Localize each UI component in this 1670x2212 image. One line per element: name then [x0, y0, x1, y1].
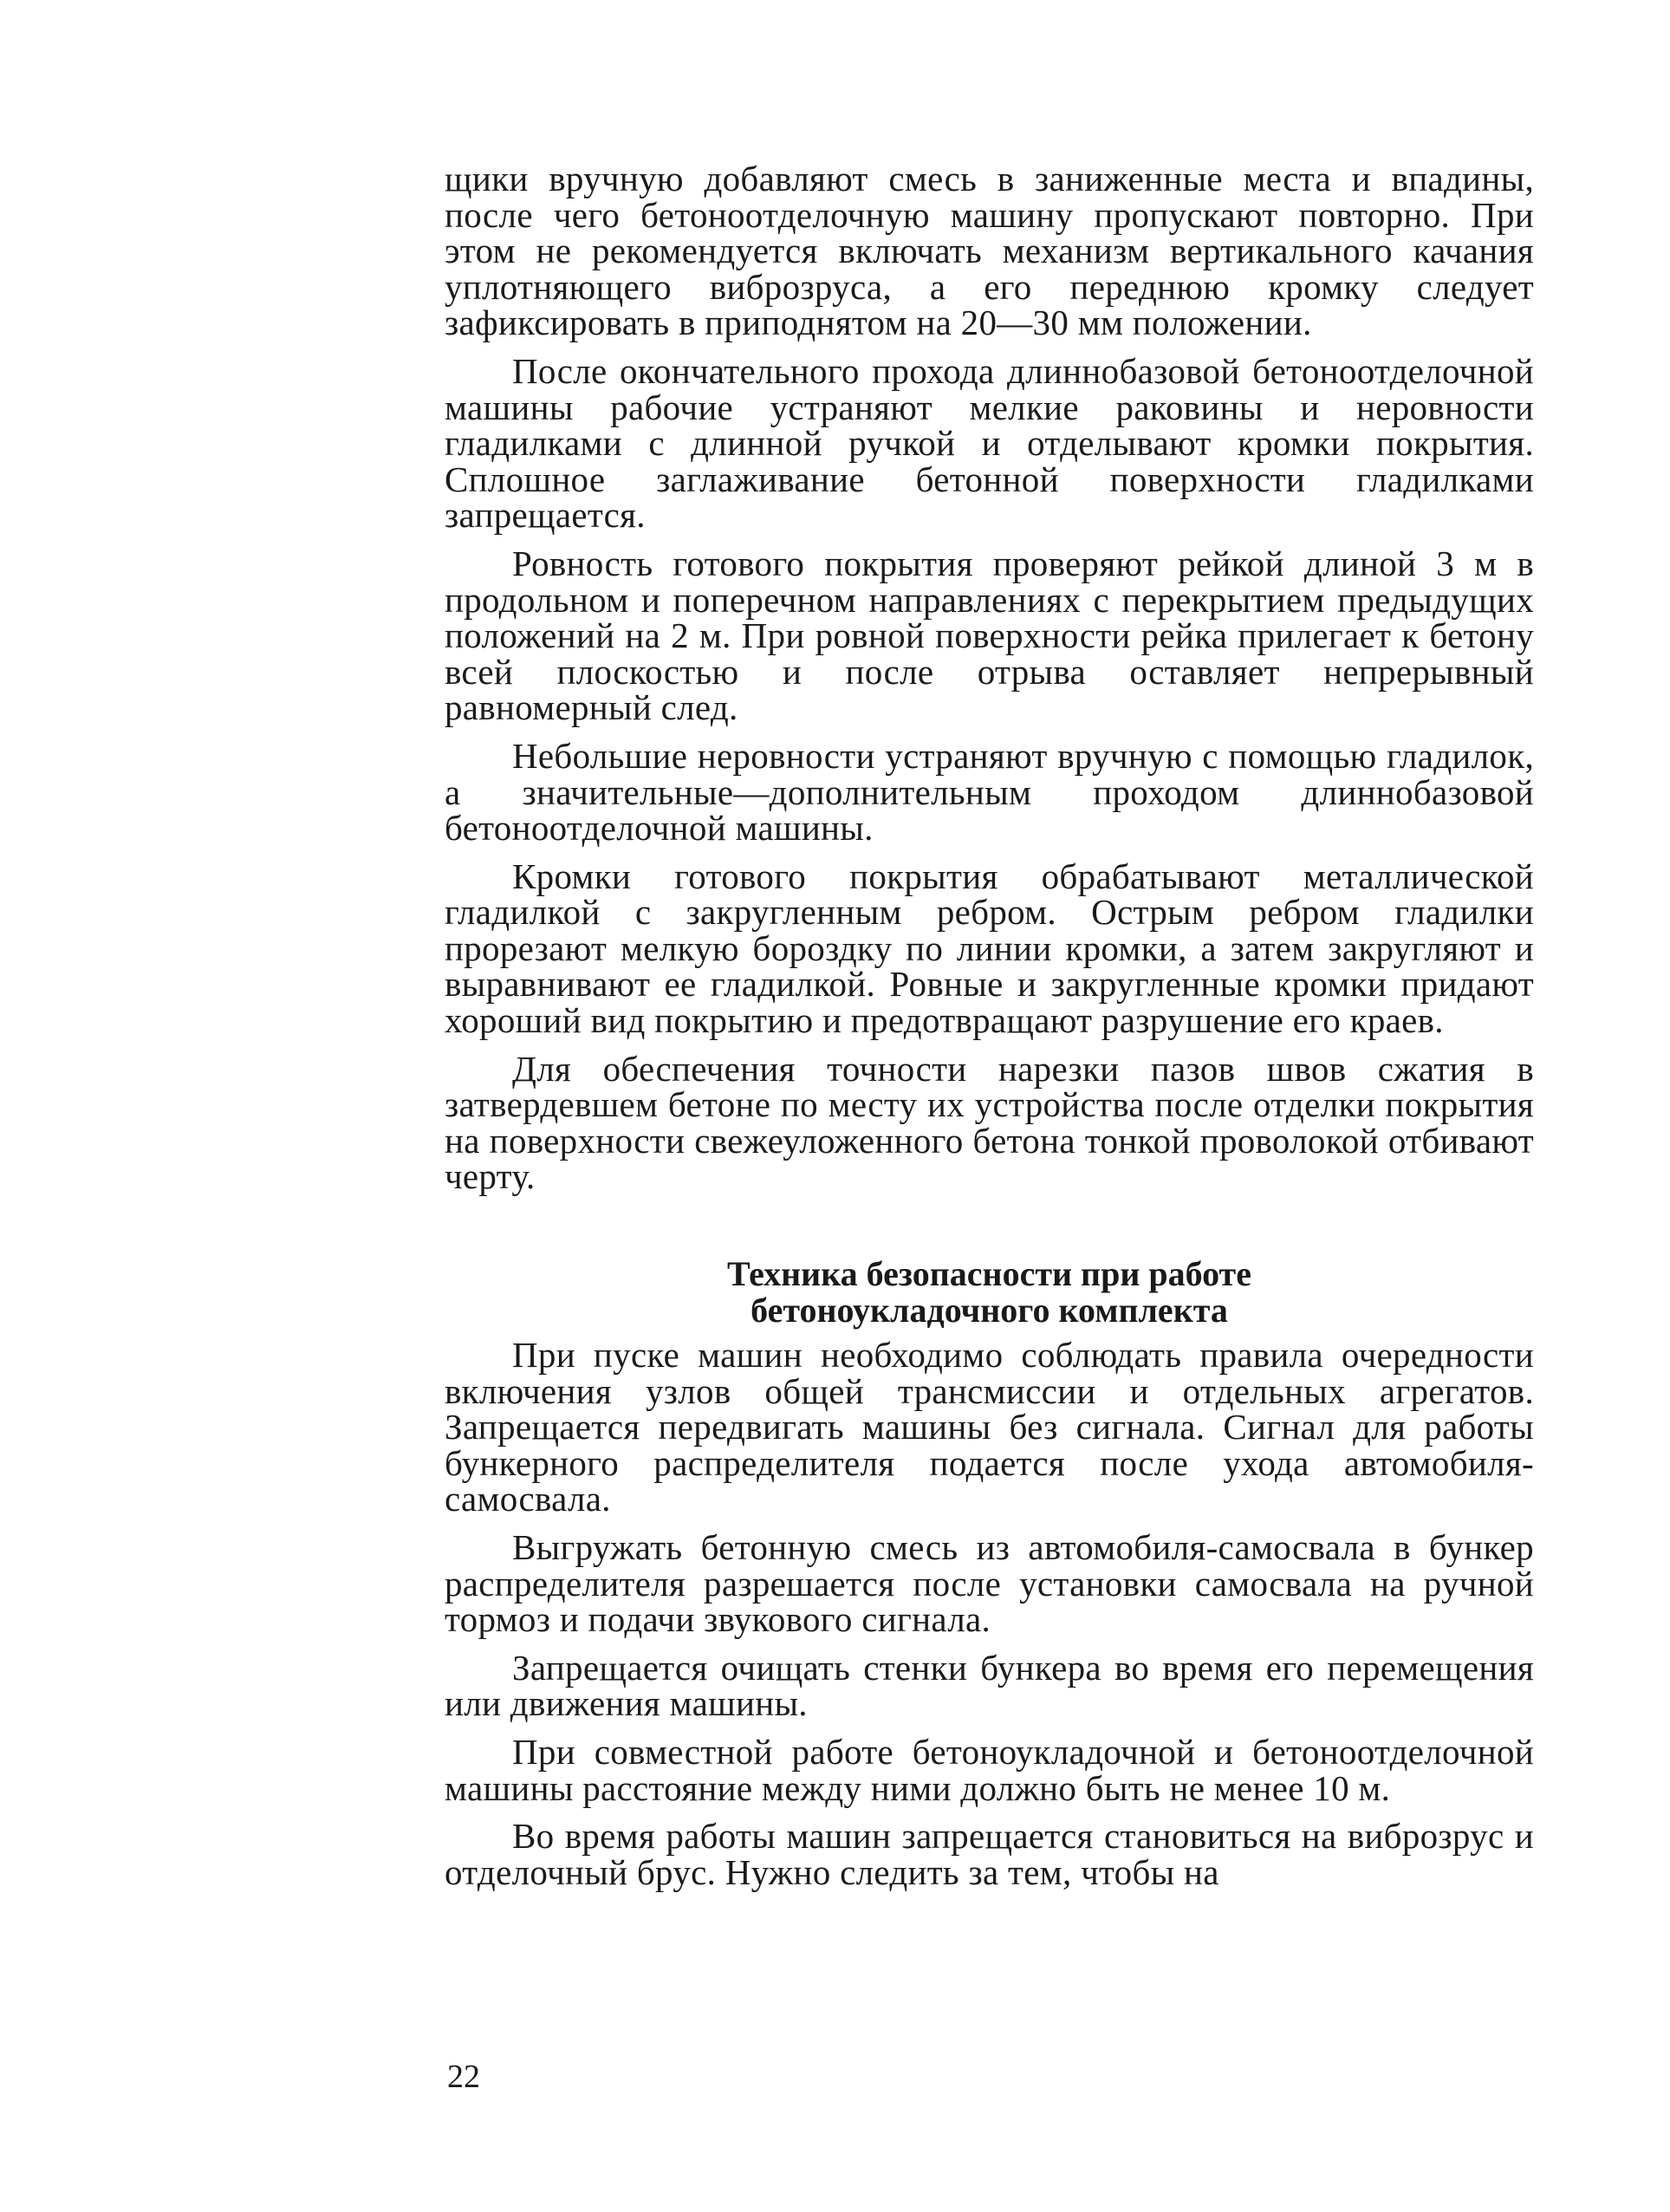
paragraph-edges: Кромки готового покрытия обрабатывают металлической гладилкой с закругленным ребром. Острым ребром гладилки прорезают мелкую бороздку по линии кромки, а затем закругляют и выравнивают ее гладилкой. Ровные и закругленные кромки придают хороший вид покрытию и предотвращают разрушение его краев. [445, 856, 1534, 1041]
section-heading-line-1: Техника безопасности при работе [727, 1254, 1251, 1294]
text-column [445, 161, 1534, 1890]
paragraph-small-defects: Небольшие неровности устраняют вручную с помощью гладилок, а значительные—дополнительным проходом длиннобазовой бетоноотделочной машины. [445, 735, 1534, 849]
paragraph-operation-safety: Во время работы машин запрещается становиться на виброзрус и отделочный брус. Нужно следить за тем, чтобы на [445, 1816, 1534, 1892]
section-heading [445, 1256, 1534, 1329]
paragraph-joint-marking: Для обеспечения точности нарезки пазов швов сжатия в затвердевшем бетоне по месту их устройства после отделки покрытия на поверхности свежеуложенного бетона тонкой проволокой отбивают черту. [445, 1048, 1534, 1197]
paragraph-bunker-cleaning: Запрещается очищать стенки бункера во время его перемещения или движения машины. [445, 1647, 1534, 1724]
paragraph-unloading: Выгружать бетонную смесь из автомобиля-самосвала в бункер распределителя разрешается после установки самосвала на ручной тормоз и подачи звукового сигнала. [445, 1527, 1534, 1640]
paragraph-evenness-check: Ровность готового покрытия проверяют рейкой длиной 3 м в продольном и поперечном направлениях с перекрытием предыдущих положений на 2 м. При ровной поверхности рейка прилегает к бетону всей плоскостью и после отрыва оставляет непрерывный равномерный след. [445, 543, 1534, 728]
page-number: 22 [447, 2059, 480, 2095]
paragraph-machine-distance: При совместной работе бетоноукладочной и бетоноотделочной машины расстояние между ними должно быть не менее 10 м. [445, 1731, 1534, 1808]
paragraph-final-pass: После окончательного прохода длиннобазовой бетоноотделочной машины рабочие устраняют мелкие раковины и неровности гладилками с длинной ручкой и отделывают кромки покрытия. Сплошное заглаживание бетонной поверхности гладилками запрещается. [445, 350, 1534, 536]
paragraph-continued: щики вручную добавляют смесь в заниженные места и впадины, после чего бетоноотделочную машину пропускают повторно. При этом не рекомендуется включать механизм вертикального качания уплотняющего виброзруса, а его переднюю кромку следует зафиксировать в приподнятом на 20—30 мм положении. [445, 159, 1534, 343]
paragraph-startup-rules: При пуске машин необходимо соблюдать правила очередности включения узлов общей трансмиссии и отдельных агрегатов. Запрещается передвигать машины без сигнала. Сигнал для работы бункерного распределителя подается после ухода автомобиля-самосвала. [445, 1335, 1534, 1519]
section-heading-line-2: бетоноукладочного комплекта [751, 1291, 1228, 1330]
